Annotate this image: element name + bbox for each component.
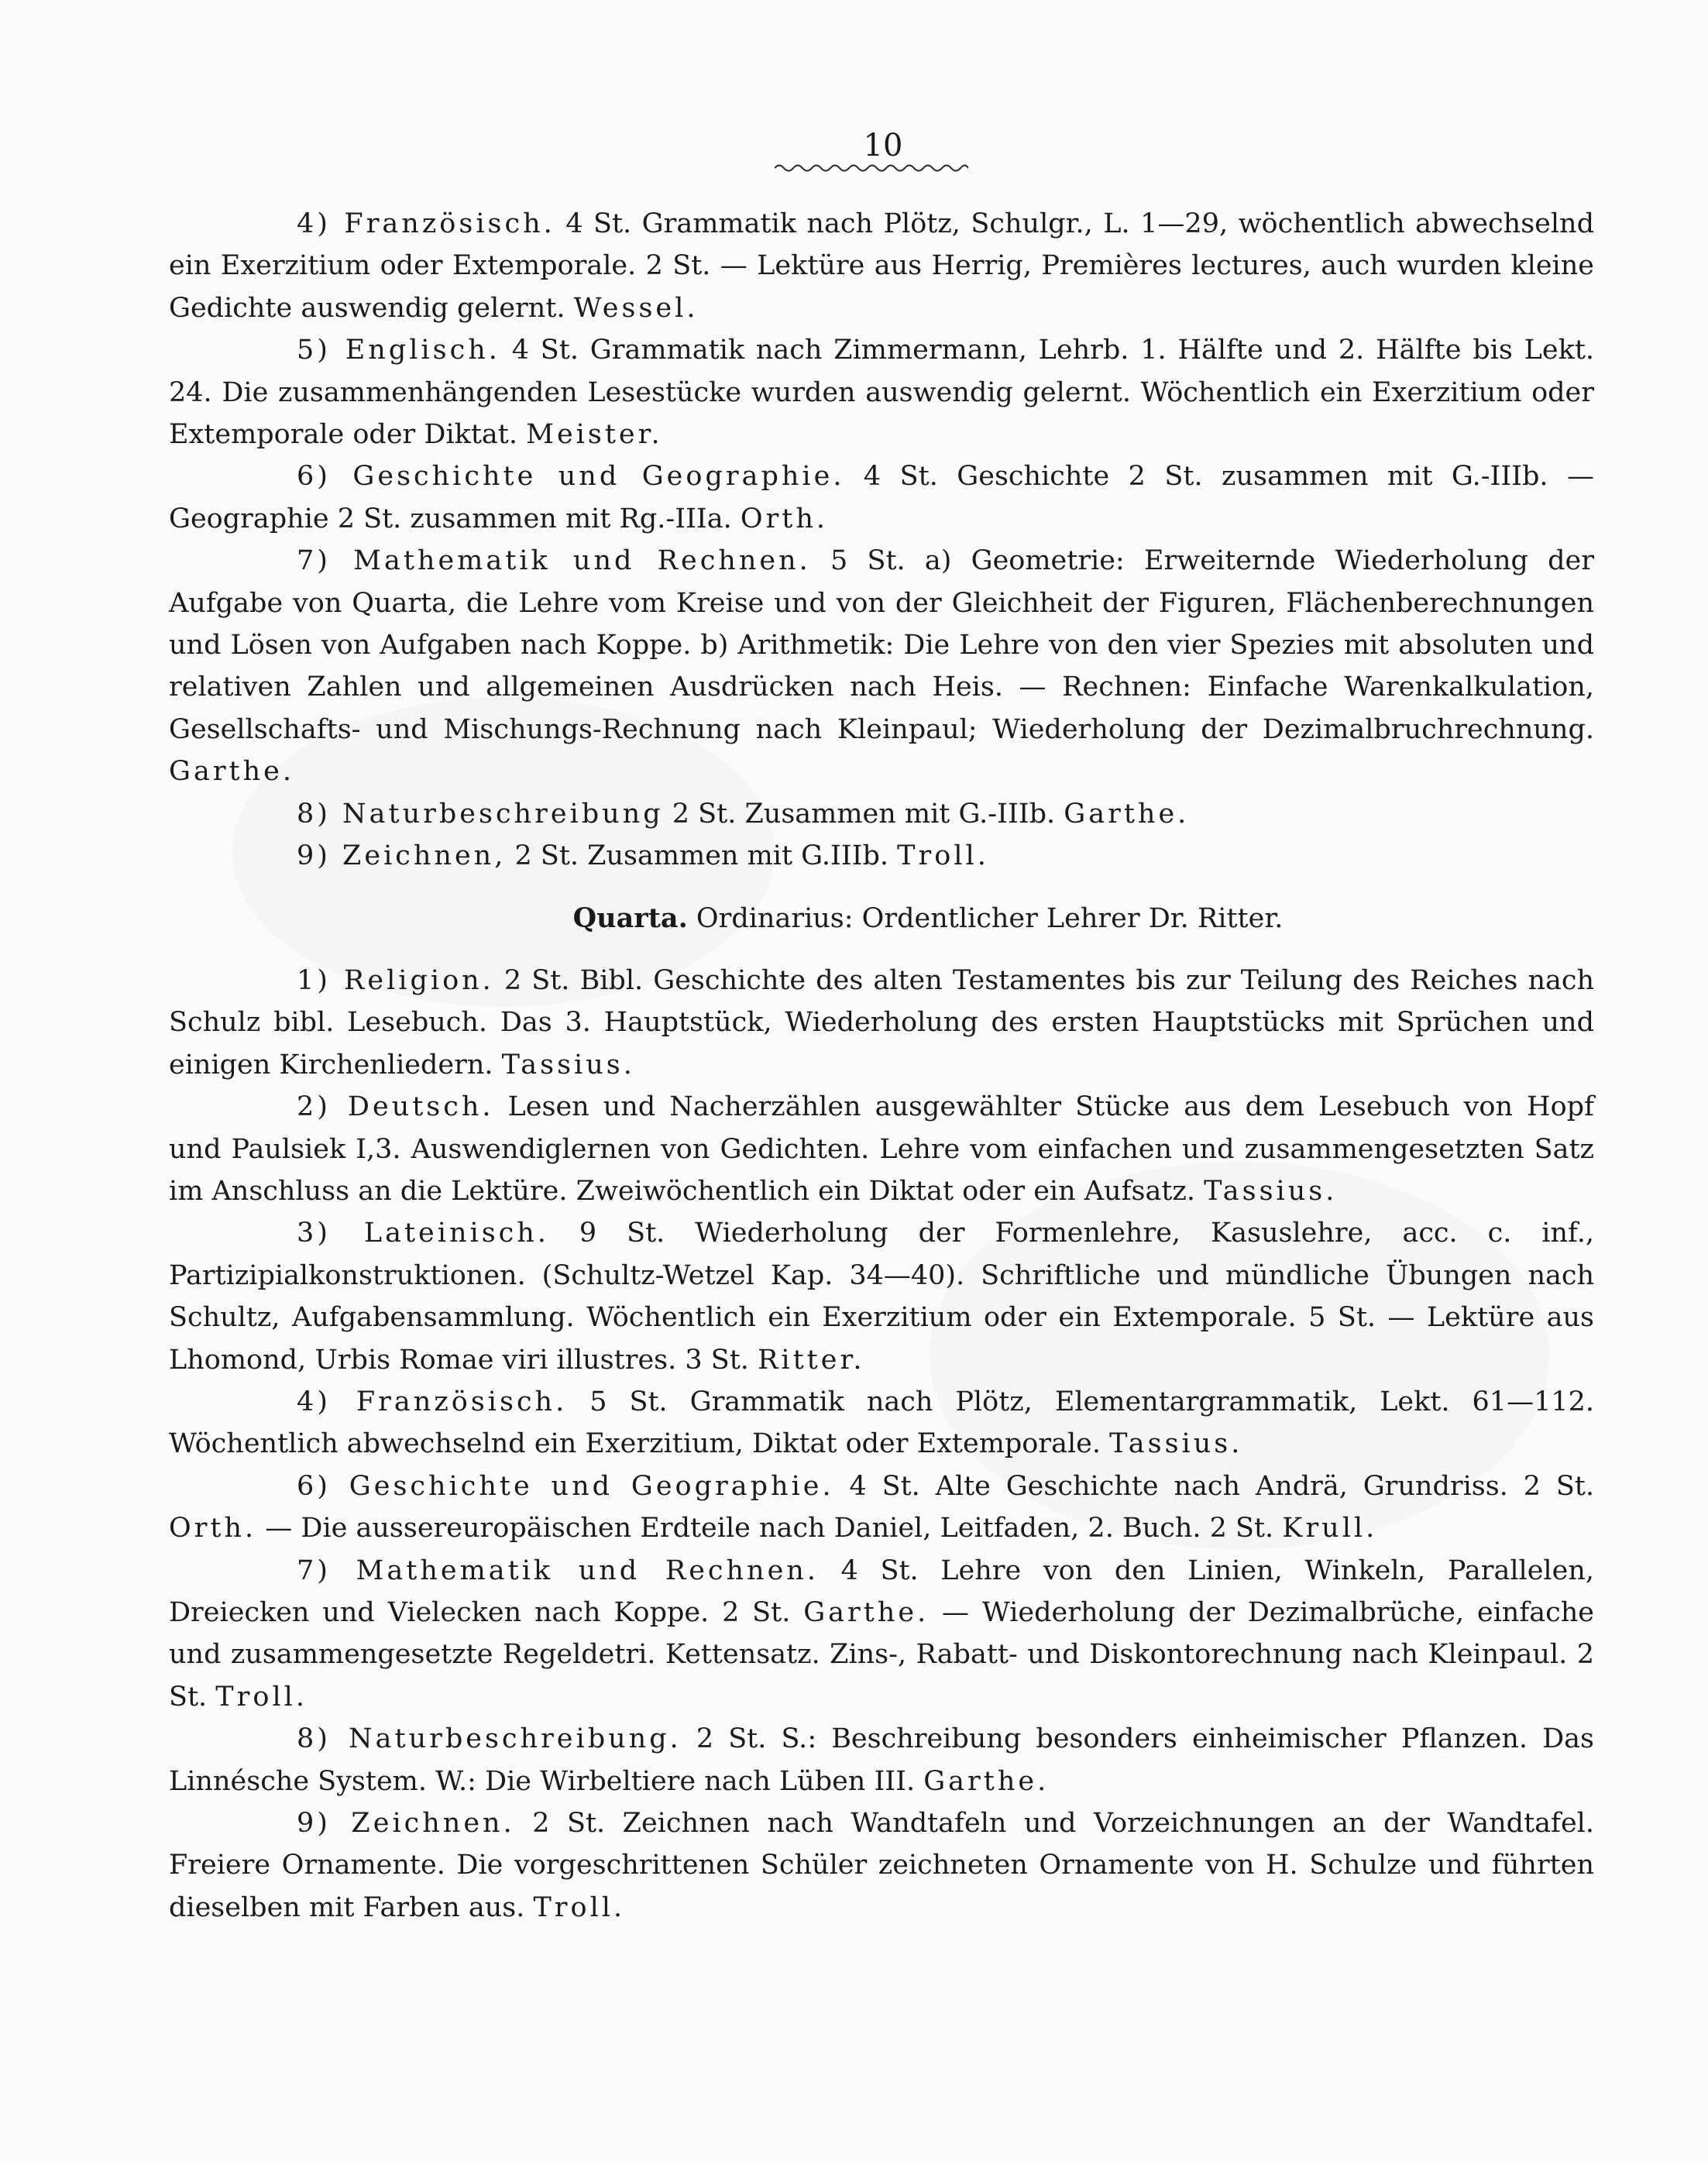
subject-label: 4) Französisch. [297, 208, 555, 239]
subject-paragraph-naturbeschreibung-quarta [169, 1718, 1594, 1802]
subject-text: 2 St. Zusammen mit G.-IIIb. [663, 798, 1064, 830]
subject-text: 4 St. Lehre von den Linien, Winkeln, Parallelen, Dreiecken und Vielecken nach Koppe. 2 St. [169, 1555, 1594, 1628]
subject-text: — Wiederholung der Dezimalbrüche, einfache und zusammengesetzte Regeldetri. Kettensatz. Zins-, Rabatt- und Diskontorechnung nach Kleinpaul. 2 St. [169, 1597, 1595, 1713]
subject-paragraph-lateinisch [169, 1212, 1594, 1381]
subject-paragraph-zeichnen-quarta [169, 1802, 1594, 1929]
subject-paragraph-mathematik [169, 540, 1594, 792]
section-title: Quarta. [572, 902, 688, 934]
subject-text: 2 St. Bibl. Geschichte des alten Testamentes bis zur Teilung des Reiches nach Schulz bibl. Lesebuch. Das 3. Hauptstück, Wiederholung des ersten Hauptstücks mit Sprüchen und einigen Kirchenliedern. [169, 964, 1595, 1080]
teacher-name: Orth. [169, 1513, 257, 1544]
subject-paragraph-englisch [169, 329, 1594, 455]
teacher-name: Troll. [533, 1891, 626, 1923]
teacher-name: Garthe. [923, 1765, 1050, 1797]
subject-label: 3) Lateinisch. [297, 1218, 549, 1249]
teacher-name: Garthe. [169, 756, 295, 788]
subject-paragraph-religion [169, 960, 1594, 1086]
subject-paragraph-geschichte [169, 455, 1594, 540]
subject-text: 4 St. Geschichte 2 St. zusammen mit G.-IIIb. — Geographie 2 St. zusammen mit Rg.-IIIa. [169, 461, 1595, 534]
wavy-rule-ornament [775, 163, 968, 173]
subject-text: 4 St. Alte Geschichte nach Andrä, Grundriss. 2 St. [833, 1470, 1594, 1502]
subject-label: 9) Zeichnen. [297, 1808, 515, 1840]
subject-label: 9) Zeichnen, [297, 840, 507, 872]
subject-paragraph-franzoesisch [169, 203, 1594, 329]
subject-paragraph-franzoesisch-quarta [169, 1381, 1594, 1465]
teacher-name: Troll. [897, 840, 989, 872]
teacher-name: Ritter. [758, 1344, 865, 1376]
subject-text: 5 St. Grammatik nach Plötz, Elementargrammatik, Lekt. 61—112. Wöchentlich abwechselnd ein Exerzitium, Diktat oder Extemporale. [169, 1386, 1594, 1460]
teacher-name: Meister. [526, 419, 663, 451]
subject-text: 2 St. Zusammen mit G.IIIb. [506, 840, 898, 872]
subject-text: 5 St. a) Geometrie: Erweiternde Wiederholung der Aufgabe von Quarta, die Lehre vom Kreise und von der Gleichheit der Figuren, Flächenberechnungen und Lösen von Aufgaben nach Koppe. b) Arithmetik: Die Lehre von den vier Spezies mit absoluten und relativen Zahlen und allgemeinen Ausdrücken nach Heis. — Rechnen: Einfache Warenkalkulation, Gesellschafts- und Mischungs-Rechnung nach Kleinpaul; Wiederholung der Dezimalbruchrechnung. [169, 545, 1595, 745]
subject-text: 9 St. Wiederholung der Formenlehre, Kasuslehre, acc. c. inf., Partizipialkonstruktionen. (Schultz-Wetzel Kap. 34—40). Schriftliche und mündliche Übungen nach Schultz, Aufgabensammlung. Wöchentlich ein Exerzitium oder ein Extemporale. 5 St. — Lektüre aus Lhomond, Urbis Romae viri illustres. 3 St. [169, 1218, 1594, 1376]
page-number: 10 [863, 128, 903, 163]
teacher-name: Tassius. [501, 1049, 635, 1080]
subject-label: 8) Naturbeschreibung [297, 798, 664, 830]
body-text [169, 203, 1594, 1929]
subject-paragraph-naturbeschreibung [169, 793, 1594, 835]
subject-label: 7) Mathematik und Rechnen. [297, 545, 811, 577]
subject-label: 5) Englisch. [297, 335, 500, 366]
subject-label: 1) Religion. [297, 964, 494, 996]
subject-text: 4 St. Grammatik nach Zimmermann, Lehrb. 1. Hälfte und 2. Hälfte bis Lekt. 24. Die zusammenhängenden Lesestücke wurden auswendig gelernt. Wöchentlich ein Exerzitium oder Extemporale oder Diktat. [169, 335, 1595, 451]
subject-paragraph-geschichte-quarta [169, 1465, 1594, 1550]
teacher-name: Orth. [740, 503, 829, 534]
teacher-name: Krull. [1282, 1513, 1378, 1544]
subject-text: 2 St. S.: Beschreibung besonders einheimischer Pflanzen. Das Linnésche System. W.: Die Wirbeltiere nach Lüben III. [169, 1723, 1594, 1797]
subject-text: Lesen und Nacherzählen ausgewählter Stücke aus dem Lesebuch von Hopf und Paulsiek I,3. Auswendiglernen von Gedichten. Lehre vom einfachen und zusammengesetzten Satz im Anschluss an die Lektüre. Zweiwöchentlich ein Diktat oder ein Aufsatz. [169, 1091, 1594, 1207]
subject-text: 2 St. Zeichnen nach Wandtafeln und Vorzeichnungen an der Wandtafel. Freiere Ornamente. Die vorgeschrittenen Schüler zeichneten Ornamente von H. Schulze und führten dieselben mit Farben aus. [169, 1808, 1594, 1923]
teacher-name: Garthe. [803, 1597, 930, 1628]
subject-label: 6) Geschichte und Geographie. [297, 1470, 834, 1502]
subject-text: 4 St. Grammatik nach Plötz, Schulgr., L. 1—29, wöchentlich abwechselnd ein Exerzitium oder Extemporale. 2 St. — Lektüre aus Herrig, Premières lectures, auch wurden kleine Gedichte auswendig gelernt. [169, 208, 1595, 324]
teacher-name: Tassius. [1109, 1428, 1243, 1460]
subject-label: 6) Geschichte und Geographie. [297, 461, 845, 493]
subject-label: 8) Naturbeschreibung. [297, 1723, 682, 1755]
section-heading-quarta [169, 898, 1594, 940]
teacher-name: Troll. [215, 1681, 308, 1713]
teacher-name: Tassius. [1204, 1175, 1338, 1207]
section-ordinarius: Ordinarius: Ordentlicher Lehrer Dr. Ritter. [696, 902, 1284, 934]
subject-label: 2) Deutsch. [297, 1091, 494, 1123]
subject-paragraph-mathematik-quarta [169, 1550, 1594, 1719]
subject-paragraph-deutsch [169, 1086, 1594, 1212]
subject-text: — Die aussereuropäischen Erdteile nach Daniel, Leitfaden, 2. Buch. 2 St. [256, 1513, 1283, 1544]
teacher-name: Garthe. [1064, 798, 1190, 830]
teacher-name: Wessel. [573, 292, 699, 324]
subject-paragraph-zeichnen [169, 835, 1594, 877]
subject-label: 4) Französisch. [297, 1386, 568, 1417]
subject-label: 7) Mathematik und Rechnen. [297, 1555, 819, 1586]
